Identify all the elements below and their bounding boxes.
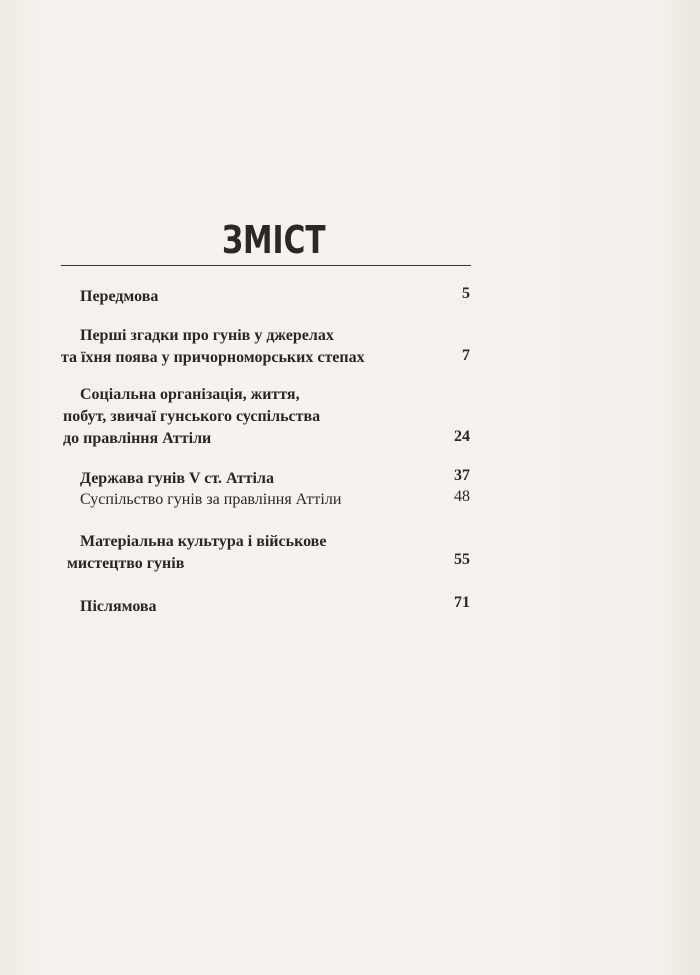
entry-page-number: 71 [454, 594, 470, 611]
toc-entry-social-organization [63, 384, 321, 450]
toc-entry-preface [80, 286, 158, 308]
entry-title-line: Передмова [80, 288, 159, 305]
heading-divider [61, 265, 471, 266]
entry-page-number: 24 [454, 428, 470, 445]
entry-page-number: 48 [454, 488, 470, 505]
entry-title-line: Суспільство гунів за правління Аттіли [80, 491, 342, 508]
entry-title-line: та їхня поява у причорноморських степах [61, 349, 365, 366]
entry-title-line: Перші згадки про гунів у джерелах [80, 327, 334, 344]
entry-title-line: Післямова [80, 598, 157, 615]
toc-entry-first-mentions [61, 325, 365, 369]
entry-title-line: Соціальна організація, життя, [80, 386, 300, 403]
toc-heading: ЗМІСТ [222, 218, 326, 262]
toc-entry-material-culture [67, 531, 327, 575]
entry-page-number: 7 [462, 347, 470, 364]
entry-title-line: Держава гунів V ст. Аттіла [80, 470, 274, 487]
entry-title-line: до правління Аттіли [63, 430, 212, 447]
entry-title-line: Матеріальна культура і військове [80, 533, 327, 550]
toc-entry-hun-state [80, 468, 274, 490]
entry-page-number: 5 [462, 285, 470, 302]
entry-title-line: мистецтво гунів [67, 555, 185, 572]
toc-entry-hun-society [80, 489, 341, 511]
entry-page-number: 37 [454, 467, 470, 484]
entry-title-line: побут, звичаї гунського суспільства [63, 408, 321, 425]
toc-entry-afterword [80, 596, 157, 618]
entry-page-number: 55 [454, 551, 470, 568]
